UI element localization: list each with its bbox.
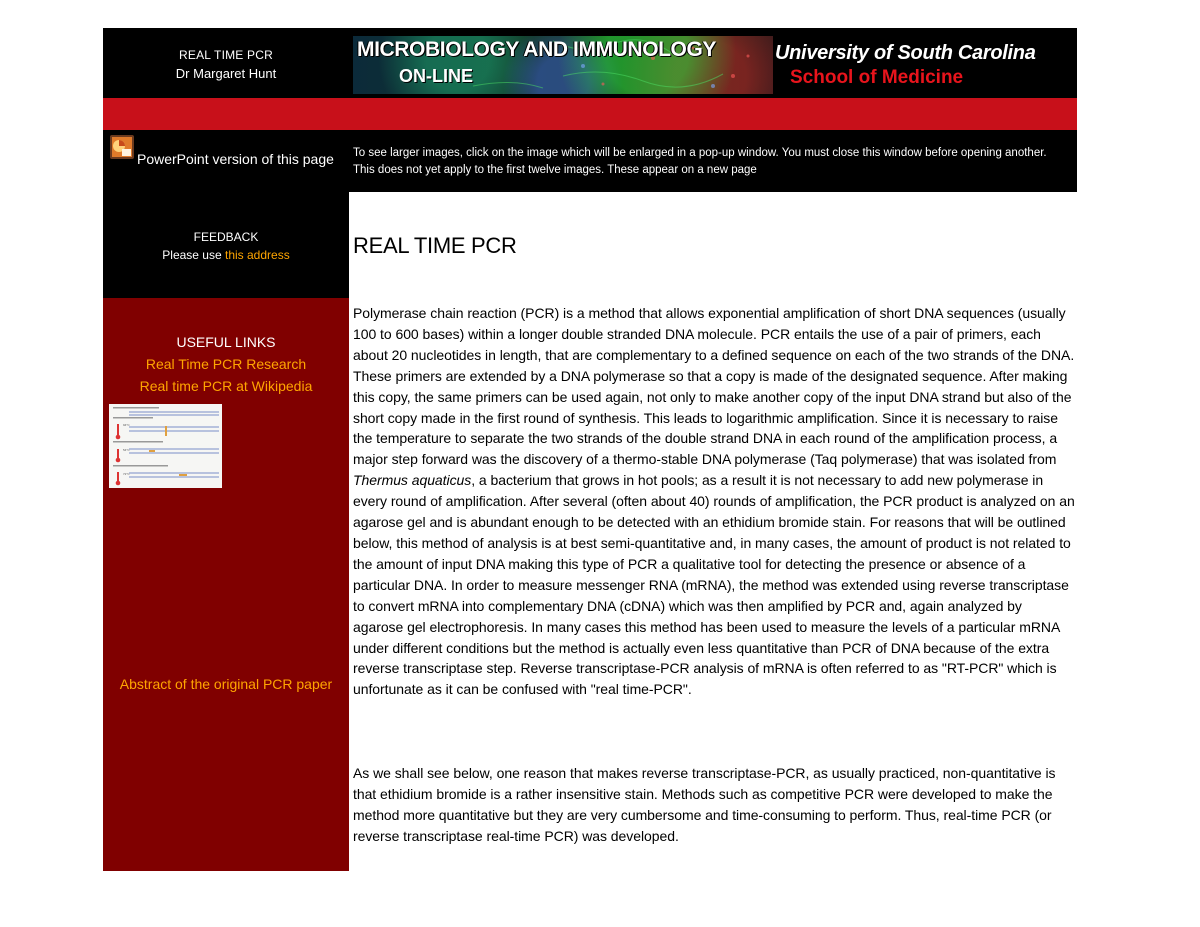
pcr-diagram-thumbnail-image: [109, 404, 222, 488]
pcr-diagram-thumbnail[interactable]: [109, 404, 222, 488]
red-divider-bar: [103, 98, 1077, 130]
site-banner-image[interactable]: [353, 36, 773, 94]
link-real-time-pcr-research[interactable]: Real Time PCR Research: [145, 356, 307, 372]
link-real-time-pcr-wikipedia[interactable]: Real time PCR at Wikipedia: [139, 378, 313, 394]
feedback-line: [103, 248, 349, 262]
paragraph-1-text-a: Polymerase chain reaction (PCR) is a method that allows exponential amplification of short DNA sequences (usually 100 to 600 bases) within a longer double stranded DNA molecule. PCR entails the use of a pair of primers, each about 20 nucleotides in length, that are complementary to a defined sequence on each of the two strands of the DNA. These primers are extended by a DNA polymerase so that a copy is made of the designated sequence. After making this copy, the same primers can be used again, not only to make another copy of the input DNA strand but also of the short copy made in the first round of synthesis. This leads to logarithmic amplification. Since it is necessary to raise the temperature to separate the two strands of the double strand DNA in each round of the amplification process, a major step forward was the discovery of a thermo-stable DNA polymerase (Taq polymerase) that was isolated from: [353, 305, 1075, 468]
link-original-pcr-abstract[interactable]: Abstract of the original PCR paper: [119, 676, 333, 692]
feedback-prefix: Please use: [162, 248, 225, 262]
useful-links-heading: USEFUL LINKS: [176, 334, 276, 350]
school-name[interactable]: School of Medicine: [790, 67, 964, 88]
paragraph-1-text-b: , a bacterium that grows in hot pools; as a result it is not necessary to add new polymerase in every round of amplification. After several (often about 40) rounds of amplification, the PCR product is analyzed on an agarose gel and is abundant enough to be detected with an ethidium bromide stain. For reasons that will be outlined below, this method of analysis is at best semi-quantitative and, in many cases, the amount of product is not related to the amount of input DNA making this type of PCR a qualitative tool for detecting the presence or absence of a particular DNA. In order to measure messenger RNA (mRNA), the method was extended using reverse transcriptase to convert mRNA into complementary DNA (cDNA) which was then amplified by PCR and, again analyzed by agarose gel electrophoresis. In many cases this method has been used to measure the levels of a particular mRNA under different conditions but the method is actually even less quantitative than PCR of DNA because of the extra reverse transcriptase step. Reverse transcriptase-PCR analysis of mRNA is often referred to as "RT-PCR" which is unfortunate as it can be confused with "real time-PCR".: [353, 472, 1075, 698]
header-left-panel: [103, 28, 349, 98]
species-name: Thermus aquaticus: [353, 472, 472, 489]
svg-text:54°C: 54°C: [123, 448, 130, 452]
university-name[interactable]: University of South Carolina: [775, 42, 1036, 64]
body-paragraph-2: As we shall see below, one reason that makes reverse transcriptase-PCR, as usually practiced, non-quantitative is that ethidium bromide is a rather insensitive stain. Methods such as competitive PCR were developed to make the method more quantitative but they are very cumbersome and time-consuming to perform. Thus, real-time PCR (or reverse transcriptase real-time PCR) was developed.: [353, 765, 1056, 844]
svg-text:72°C: 72°C: [123, 472, 130, 476]
powerpoint-link[interactable]: [109, 148, 345, 170]
banner-subtitle: ON-LINE: [399, 66, 473, 86]
header-author: Dr Margaret Hunt: [175, 66, 277, 81]
powerpoint-link-label: PowerPoint version of this page: [137, 151, 334, 167]
banner-title: MICROBIOLOGY AND IMMUNOLOGY: [357, 38, 717, 61]
image-instructions-text: To see larger images, click on the image which will be enlarged in a pop-up window. You must close this window before opening another. This does not yet apply to the first twelve images. These appear on a new page: [353, 147, 1047, 176]
body-paragraph-1: [353, 303, 1075, 700]
feedback-heading: FEEDBACK: [193, 230, 259, 244]
page-title: REAL TIME PCR: [353, 233, 517, 258]
svg-text:94°C: 94°C: [123, 423, 130, 427]
feedback-address-link[interactable]: this address: [225, 248, 290, 262]
header-topic: REAL TIME PCR: [179, 48, 273, 62]
